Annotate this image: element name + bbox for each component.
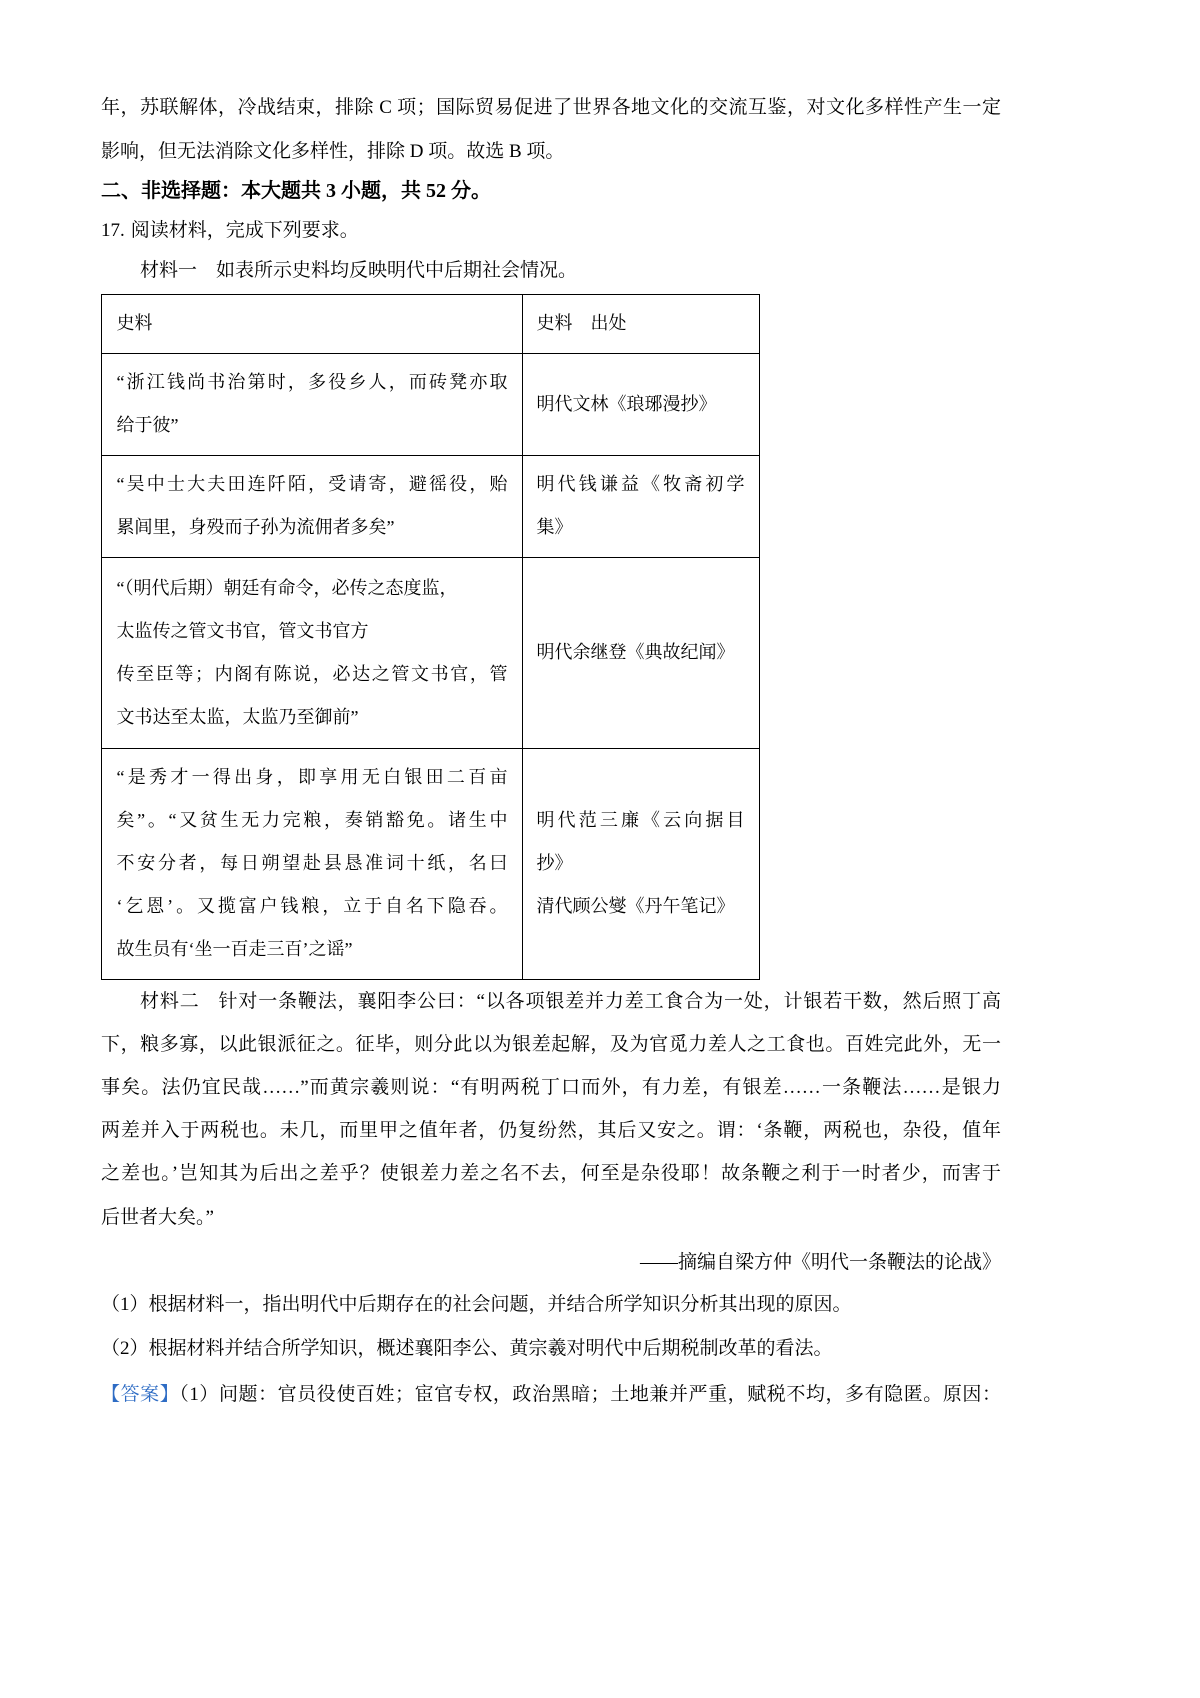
- material-two-line: 下，粮多寡，以此银派征之。征毕，则分此以为银差起解，及为官觅力差人之工食也。百姓完此外，无一: [101, 1034, 1001, 1055]
- sources-table: [101, 294, 760, 980]
- excerpt-line: 文书达至太监，太监乃至御前”: [116, 706, 359, 727]
- answer-text: （1）问题：官员役使百姓；宦官专权，政治黑暗；土地兼并严重，赋税不均，多有隐匿。原因：: [179, 1384, 1001, 1405]
- excerpt-line: 矣”。“又贫生无力完粮，奏销豁免。诸生中: [116, 809, 508, 830]
- material-two-line: [140, 987, 1001, 1017]
- source-line: 抄》: [536, 852, 573, 873]
- excerpt-line: 累闾里，身殁而子孙为流佣者多矣”: [116, 517, 395, 537]
- table-row: [102, 353, 759, 455]
- material-two-line: 事矣。法仍宜民哉……”而黄宗羲则说：“有明两税丁口而外，有力差，有银差……一条鞭法……是银力: [101, 1077, 1001, 1098]
- answer-label: 【答案】: [101, 1384, 180, 1405]
- table-row: [102, 455, 759, 557]
- excerpt-line: 太监传之管文书官，管文书官方: [116, 620, 369, 641]
- excerpt-line: 不安分者，每日朔望赴县恳准词十纸，名曰: [116, 852, 508, 873]
- previous-explanation-line: 影响，但无法消除文化多样性，排除 D 项。故选 B 项。: [101, 141, 565, 162]
- excerpt-line: “是秀才一得出身，即享用无白银田二百亩: [116, 766, 508, 787]
- section-heading: 二、非选择题：本大题共 3 小题，共 52 分。: [101, 180, 491, 202]
- source-cell: [523, 354, 758, 455]
- table-row: [102, 557, 759, 748]
- excerpt-line: “（明代后期）朝廷有命令，必传之态度监，: [116, 577, 458, 598]
- source-line: 清代顾公燮《丹午笔记》: [536, 895, 735, 916]
- excerpt-cell: [102, 558, 522, 748]
- source-cell: [523, 558, 758, 748]
- excerpt-line: 传至臣等；内阁有陈说，必达之管文书官，管: [116, 663, 508, 684]
- excerpt-line: “吴中士大夫田连阡陌，受请寄，避徭役，贻: [116, 474, 508, 494]
- table-row: [102, 748, 759, 979]
- material-two-line: 两差并入于两税也。未几，而里甲之值年者，仍复纷然，其后又安之。谓：‘条鞭，两税也，杂役，值年: [101, 1120, 1001, 1141]
- header-source-label: 史料 出处: [536, 313, 627, 334]
- source-line: 明代文林《琅琊漫抄》: [536, 393, 717, 414]
- sub-question: （1）根据材料一，指出明代中后期存在的社会问题，并结合所学知识分析其出现的原因。: [101, 1294, 852, 1315]
- material-two-line: 后世者大矣。”: [101, 1207, 214, 1228]
- material-one-text: 如表所示史料均反映明代中后期社会情况。: [216, 260, 578, 281]
- header-excerpt-label: 史料: [116, 313, 153, 334]
- source-line: 集》: [536, 517, 573, 537]
- excerpt-cell: [102, 354, 522, 455]
- citation: ——摘编自梁方仲《明代一条鞭法的论战》: [639, 1252, 1001, 1273]
- excerpt-line: ‘乞恩’。又揽富户钱粮，立于自名下隐吞。: [116, 895, 508, 916]
- material-two-label: 材料二: [140, 991, 200, 1012]
- source-line: 明代钱谦益《牧斋初学: [536, 474, 745, 494]
- source-line: 明代范三廉《云向据目: [536, 809, 745, 830]
- material-two-line: 之差也。’岂知其为后出之差乎？使银差力差之名不去，何至是杂役耶！故条鞭之利于一时者少，而害于: [101, 1163, 1001, 1184]
- answer-line: [101, 1380, 1001, 1410]
- material-one-intro: [140, 256, 1001, 286]
- excerpt-cell: [102, 749, 522, 979]
- table-header-cell: [523, 295, 758, 353]
- excerpt-line: 故生员有‘坐一百走三百’之谣”: [116, 938, 353, 959]
- material-two-text: 针对一条鞭法，襄阳李公曰：“以各项银差并力差工食合为一处，计银若干数，然后照丁高: [218, 991, 1001, 1012]
- excerpt-line: “浙江钱尚书治第时，多役乡人，而砖凳亦取: [116, 372, 508, 392]
- question-header: [101, 216, 1001, 246]
- table-header-row: [102, 295, 759, 353]
- source-cell: [523, 456, 758, 557]
- source-cell: [523, 749, 758, 979]
- source-line: 明代余继登《典故纪闻》: [536, 642, 735, 662]
- question-number: 17.: [101, 220, 125, 241]
- sub-question: （2）根据材料并结合所学知识，概述襄阳李公、黄宗羲对明代中后期税制改革的看法。: [101, 1338, 833, 1359]
- material-one-label: 材料一: [140, 260, 198, 281]
- excerpt-line: 给于彼”: [116, 415, 179, 435]
- table-header-cell: [102, 295, 522, 353]
- previous-explanation-line: 年，苏联解体，冷战结束，排除 C 项；国际贸易促进了世界各地文化的交流互鉴，对文化多样性产生一定: [101, 97, 1001, 118]
- excerpt-cell: [102, 456, 522, 557]
- question-prompt: 阅读材料，完成下列要求。: [130, 220, 359, 241]
